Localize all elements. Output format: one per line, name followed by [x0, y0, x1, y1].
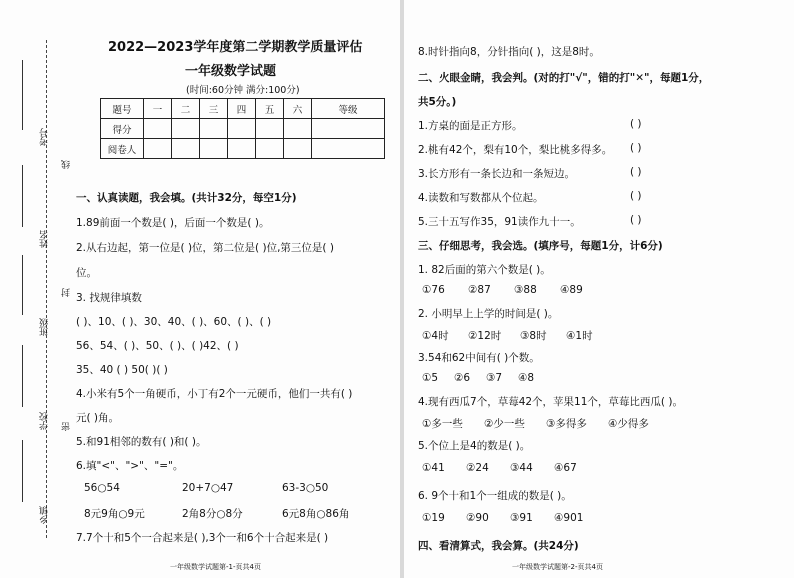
header-cell: 五 — [256, 99, 284, 119]
compare-item: 6元8角○86角 — [282, 508, 350, 520]
judge-item: 2.桃有42个，梨有10个，梨比桃多得多。 — [418, 144, 613, 156]
choice-option: ③7 — [486, 372, 503, 384]
score-cell[interactable] — [144, 119, 172, 139]
choice-option: ①4时 — [422, 330, 449, 342]
choice-option: ④89 — [560, 284, 583, 296]
choice-option: ①5 — [422, 372, 439, 384]
judge-item: 3.长方形有一条长边和一条短边。 — [418, 168, 576, 180]
side-label-xian: 线 — [62, 160, 72, 169]
side-field-line — [22, 60, 23, 130]
question-3: 3. 找规律填数 — [76, 292, 142, 304]
question-2: 2.从右边起，第一位是( )位，第二位是( )位,第三位是( ) — [76, 242, 334, 254]
header-cell: 三 — [200, 99, 228, 119]
judge-item: 1.方桌的面是正方形。 — [418, 120, 523, 132]
side-field-line — [22, 345, 23, 407]
judge-answer-paren[interactable]: ( ) — [630, 214, 642, 226]
question-7: 7.7个十和5个一合起来是( ),3个一和6个十合起来是( ) — [76, 532, 329, 544]
side-label-xuexiao: 学校 — [40, 412, 50, 430]
side-label-feng: 封 — [62, 288, 72, 297]
grader-row — [101, 139, 385, 159]
choice-option: ④8 — [518, 372, 535, 384]
side-label-xingming: 姓名 — [40, 230, 50, 248]
section-4-heading: 四、看清算式，我会算。(共24分) — [418, 540, 579, 552]
choice-option: ②90 — [466, 512, 489, 524]
question-1: 1.89前面一个数是( )，后面一个数是( )。 — [76, 217, 270, 229]
choice-option: ①19 — [422, 512, 445, 524]
score-table-header — [101, 99, 385, 119]
judge-answer-paren[interactable]: ( ) — [630, 142, 642, 154]
choice-question-1: 1. 82后面的第六个数是( )。 — [418, 264, 551, 276]
choice-question-6: 6. 9个十和1个一组成的数是( )。 — [418, 490, 572, 502]
choice-option: ①多一些 — [422, 418, 463, 430]
section-1-heading: 一、认真读题，我会填。(共计32分，每空1分) — [76, 192, 297, 204]
judge-item: 5.三十五写作35，91读作九十一。 — [418, 216, 581, 228]
choice-option: ③多得多 — [546, 418, 587, 430]
choice-option: ④67 — [554, 462, 577, 474]
grader-cell[interactable] — [228, 139, 256, 159]
question-3-row-a: ( )、10、( )、30、40、( )、60、( )、( ) — [76, 316, 272, 328]
choice-question-5: 5.个位上是4的数是( )。 — [418, 440, 531, 452]
choice-option: ②12时 — [468, 330, 502, 342]
judge-item: 4.读数和写数都从个位起。 — [418, 192, 544, 204]
binding-dashed-line — [46, 40, 47, 538]
choice-option: ②少一些 — [484, 418, 525, 430]
side-label-banji: 班级 — [40, 318, 50, 336]
side-label-kaohao: 考号 — [40, 128, 50, 146]
choice-option: ④901 — [554, 512, 584, 524]
choice-option: ②87 — [468, 284, 491, 296]
header-cell: 一 — [144, 99, 172, 119]
question-3-row-b: 56、54、( )、50、( )、( )42、( ) — [76, 340, 239, 352]
question-8: 8.时针指向8，分针指向( )，这是8时。 — [418, 46, 600, 58]
row-label: 阅卷人 — [101, 139, 144, 159]
score-cell[interactable] — [312, 119, 385, 139]
side-field-line — [22, 255, 23, 315]
score-cell[interactable] — [256, 119, 284, 139]
choice-option: ③44 — [510, 462, 533, 474]
page-footer: 一年级数学试题第-2-页共4页 — [512, 563, 603, 571]
judge-answer-paren[interactable]: ( ) — [630, 190, 642, 202]
header-cell: 题号 — [101, 99, 144, 119]
grader-cell[interactable] — [312, 139, 385, 159]
choice-question-3: 3.54和62中间有( )个数。 — [418, 352, 540, 364]
question-5: 5.和91相邻的数有( )和( )。 — [76, 436, 207, 448]
question-4-cont: 元( )角。 — [76, 412, 120, 424]
choice-option: ②6 — [454, 372, 471, 384]
choice-option: ①76 — [422, 284, 445, 296]
choice-question-4: 4.现有西瓜7个，草莓42个，苹果11个，草莓比西瓜( )。 — [418, 396, 683, 408]
grader-cell[interactable] — [172, 139, 200, 159]
judge-answer-paren[interactable]: ( ) — [630, 166, 642, 178]
choice-option: ①41 — [422, 462, 445, 474]
exam-title: 2022—2023学年度第二学期教学质量评估 — [108, 40, 363, 55]
compare-item: 63-3○50 — [282, 482, 329, 494]
row-label: 得分 — [101, 119, 144, 139]
choice-option: ④1时 — [566, 330, 593, 342]
compare-item: 56○54 — [84, 482, 120, 494]
section-2-heading-cont: 共5分。) — [418, 96, 457, 108]
choice-question-2: 2. 小明早上上学的时间是( )。 — [418, 308, 559, 320]
grader-cell[interactable] — [284, 139, 312, 159]
compare-item: 2角8分○8分 — [182, 508, 243, 520]
choice-option: ②24 — [466, 462, 489, 474]
score-cell[interactable] — [172, 119, 200, 139]
side-label-mi: 密 — [62, 422, 72, 431]
section-3-heading: 三、仔细思考，我会选。(填序号，每题1分，计6分) — [418, 240, 663, 252]
header-cell: 四 — [228, 99, 256, 119]
question-4: 4.小米有5个一角硬币，小丁有2个一元硬币，他们一共有( ) — [76, 388, 353, 400]
question-6: 6.填"<"、">"、"="。 — [76, 460, 184, 472]
side-label-xiangzhen: 乡镇 — [40, 506, 50, 524]
page-footer: 一年级数学试题第-1-页共4页 — [170, 563, 261, 571]
judge-answer-paren[interactable]: ( ) — [630, 118, 642, 130]
side-field-line — [22, 440, 23, 502]
score-cell[interactable] — [228, 119, 256, 139]
score-cell[interactable] — [284, 119, 312, 139]
right-page — [404, 0, 794, 578]
header-cell: 二 — [172, 99, 200, 119]
grader-cell[interactable] — [256, 139, 284, 159]
grader-cell[interactable] — [200, 139, 228, 159]
score-row — [101, 119, 385, 139]
section-2-heading: 二、火眼金睛，我会判。(对的打"√"，错的打"✕"，每题1分， — [418, 72, 710, 84]
grader-cell[interactable] — [144, 139, 172, 159]
exam-meta: (时间:60分钟 满分:100分) — [186, 85, 300, 96]
question-2-cont: 位。 — [76, 267, 97, 279]
header-cell: 六 — [284, 99, 312, 119]
score-table — [100, 98, 385, 159]
compare-item: 20+7○47 — [182, 482, 234, 494]
header-cell: 等级 — [312, 99, 385, 119]
choice-option: ③8时 — [520, 330, 547, 342]
question-3-row-c: 35、40 ( ) 50( )( ) — [76, 364, 168, 376]
score-cell[interactable] — [200, 119, 228, 139]
choice-option: ③91 — [510, 512, 533, 524]
choice-option: ④少得多 — [608, 418, 649, 430]
choice-option: ③88 — [514, 284, 537, 296]
compare-item: 8元9角○9元 — [84, 508, 145, 520]
exam-subtitle: 一年级数学试题 — [185, 64, 277, 79]
side-field-line — [22, 165, 23, 227]
